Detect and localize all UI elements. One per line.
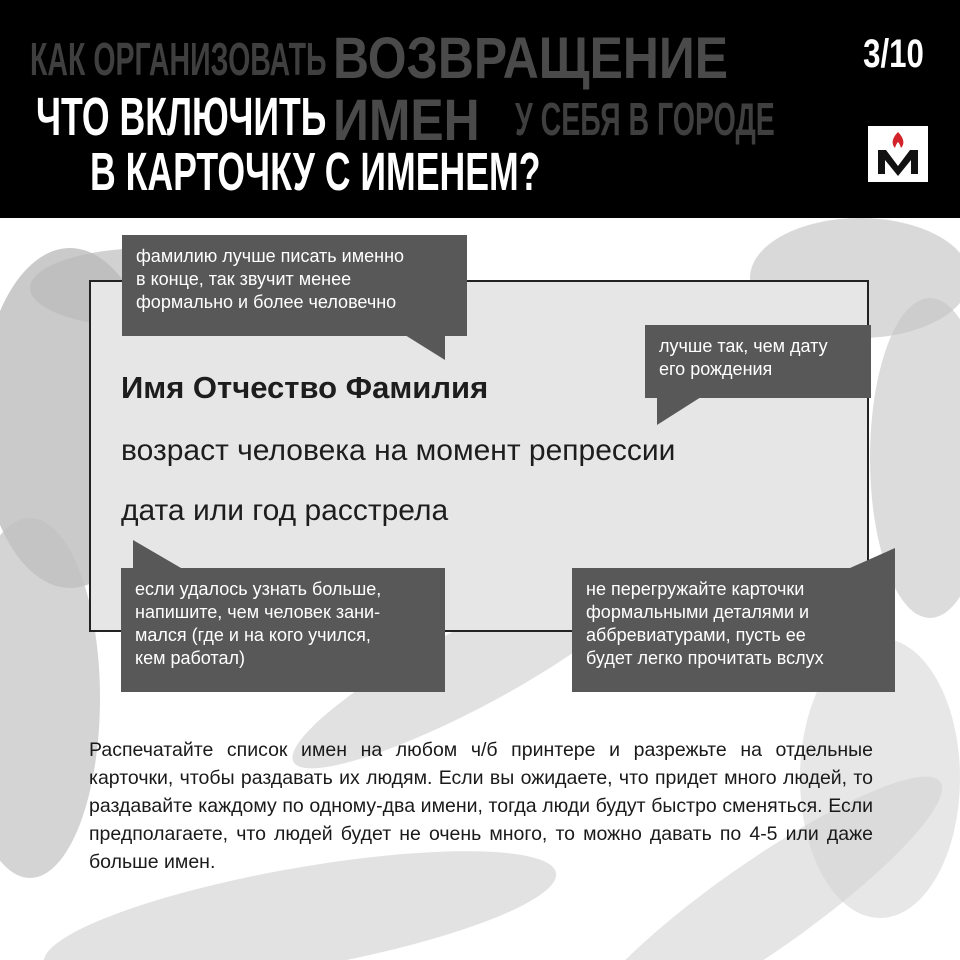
tip-age-bubble: лучше так, чем дату его рождения	[645, 325, 871, 398]
tip-surname-tail	[405, 335, 445, 360]
memorial-logo-icon	[868, 126, 928, 182]
ghost-line2-heavy: ИМЕН	[333, 88, 480, 153]
card-date-line: дата или год расстрела	[121, 494, 449, 527]
card-age-line: возраст человека на момент репрессии	[121, 434, 676, 467]
instructions-paragraph: Распечатайте список имен на любом ч/б принтере и разрежьте на отдельные карточки, чтобы раздавать их людям. Если вы ожидаете, что придет много людей, то раздавайте каждому по одному-два имени, тогда люди будут быстро сменяться. Если предполагаете, что людей будет не очень много, то можно давать по 4-5 или даже больше имен.	[89, 739, 873, 873]
card-name-line: Имя Отчество Фамилия	[121, 370, 489, 405]
tip-no-overload-bubble: не перегружайте карточки формальными деталями и аббревиатурами, пусть ее будет легко прочитать вслух	[572, 568, 895, 692]
ghost-line1-heavy: ВОЗВРАЩЕНИЕ	[333, 26, 729, 91]
page-indicator: 3/10	[863, 32, 924, 76]
ghost-line1-light: КАК ОРГАНИЗОВАТЬ	[30, 33, 327, 85]
ghost-line2-light: У СЕБЯ В ГОРОДЕ	[515, 93, 775, 145]
header	[0, 0, 960, 218]
tip-more-info-bubble: если удалось узнать больше, напишите, чем человек зани- мался (где и на кого учился, кем работал)	[121, 568, 445, 692]
tip-age-tail	[657, 397, 701, 425]
tip-more-info-tail	[133, 540, 181, 568]
title-line2: В КАРТОЧКУ С ИМЕНЕМ?	[90, 142, 541, 202]
tip-no-overload-tail	[850, 548, 895, 568]
title-line1: ЧТО ВКЛЮЧИТЬ	[36, 87, 327, 147]
tip-surname-bubble: фамилию лучше писать именно в конце, так звучит менее формально и более человечно	[122, 235, 467, 336]
